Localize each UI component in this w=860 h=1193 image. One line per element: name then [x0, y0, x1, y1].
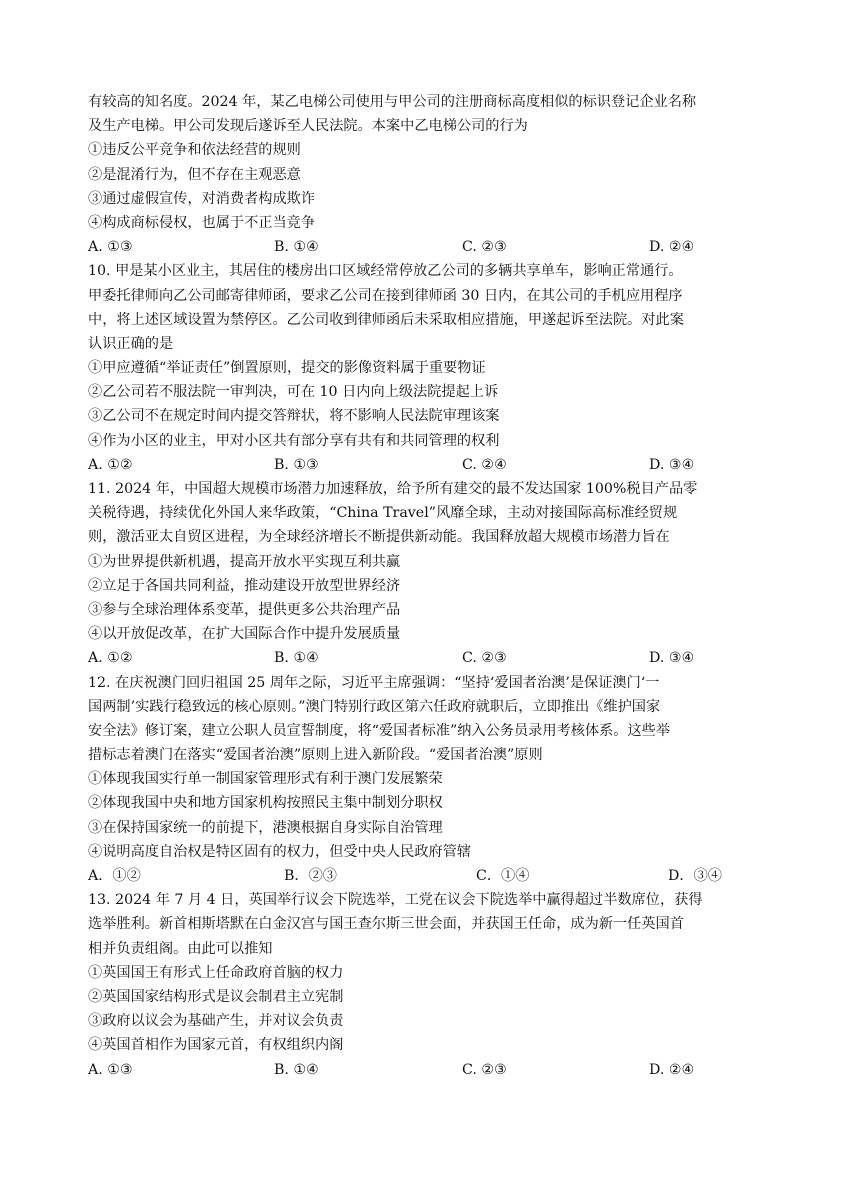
option-c[interactable]: C．①④: [476, 868, 530, 884]
answer-options: [88, 235, 778, 259]
question-text-line: 中，将上述区域设置为禁停区。乙公司收到律师函后未采取相应措施，甲遂起诉至法院。对此案: [88, 311, 684, 328]
question-text-line: 措标志着澳门在落实“爱国者治澳”原则上进入新阶段。“爱国者治澳”原则: [88, 747, 543, 764]
option-a[interactable]: A. ①②: [88, 456, 133, 473]
option-b[interactable]: B. ①④: [274, 650, 319, 667]
statement-item: ③通过虚假宣传，对消费者构成欺诈: [88, 190, 316, 207]
statement-item: ④说明高度自治权是特区固有的权力，但受中央人民政府管辖: [88, 843, 472, 860]
question-text-line: 关税待遇，持续优化外国人来华政策，“China Travel”风靡全球，主动对接国际高标准经贸规: [88, 505, 678, 522]
statement-item: ④以开放促改革，在扩大国际合作中提升发展质量: [88, 626, 401, 643]
option-c[interactable]: C. ②③: [462, 650, 507, 667]
option-b[interactable]: B．②③: [284, 868, 337, 884]
statement-item: ④英国首相作为国家元首，有权组织内阁: [88, 1037, 344, 1054]
option-d[interactable]: D. ③④: [649, 456, 695, 473]
question-11: [88, 477, 778, 671]
statement-item: ③在保持国家统一的前提下，港澳根据自身实际自治管理: [88, 819, 443, 836]
option-c[interactable]: C. ②③: [462, 1061, 507, 1078]
exam-page: [88, 90, 778, 1082]
statement-item: ③政府以议会为基础产生，并对议会负责: [88, 1013, 344, 1030]
question-9-continuation: [88, 90, 778, 259]
statement-item: ④作为小区的业主，甲对小区共有部分享有共有和共同管理的权利: [88, 432, 500, 449]
question-text-line: 则，激活亚太自贸区进程，为全球经济增长不断提供新动能。我国释放超大规模市场潜力旨在: [88, 529, 670, 546]
statement-item: ②英国国家结构形式是议会制君主立宪制: [88, 988, 344, 1005]
statement-item: ②体现我国中央和地方国家机构按照民主集中制划分职权: [88, 795, 443, 812]
option-d[interactable]: D. ②④: [649, 1061, 695, 1078]
answer-options: [88, 1058, 778, 1082]
option-d[interactable]: D．③④: [668, 868, 722, 884]
statement-item: ③参与全球治理体系变革，提供更多公共治理产品: [88, 601, 401, 618]
statement-item: ③乙公司不在规定时间内提交答辩状，将不影响人民法院审理该案: [88, 408, 500, 425]
question-text-line: 及生产电梯。甲公司发现后遂诉至人民法院。本案中乙电梯公司的行为: [88, 118, 528, 135]
question-text-line: 12. 在庆祝澳门回归祖国 25 周年之际，习近平主席强调：“坚持‘爱国者治澳’是保证澳门‘一: [88, 674, 660, 691]
question-13: [88, 888, 778, 1082]
option-a[interactable]: A．①②: [88, 868, 141, 884]
question-text-line: 13. 2024 年 7 月 4 日，英国举行议会下院选举，工党在议会下院选举中赢得超过半数席位，获得: [88, 892, 703, 909]
question-text-line: 选举胜利。新首相斯塔默在白金汉宫与国王查尔斯三世会面，并获国王任命，成为新一任英国首: [88, 916, 684, 933]
question-text-line: 甲委托律师向乙公司邮寄律师函，要求乙公司在接到律师函 30 日内，在其公司的手机应用程序: [88, 287, 683, 304]
question-text-line: 10. 甲是某小区业主，其居住的楼房出口区域经常停放乙公司的多辆共享单车，影响正常通行。: [88, 263, 683, 280]
option-c[interactable]: C. ②③: [462, 239, 507, 256]
option-a[interactable]: A. ①③: [88, 1061, 133, 1078]
option-b[interactable]: B. ①③: [274, 456, 319, 473]
question-12: [88, 671, 778, 889]
option-a[interactable]: A. ①②: [88, 650, 133, 667]
statement-item: ②乙公司若不服法院一审判决，可在 10 日内向上级法院提起上诉: [88, 384, 499, 401]
question-text-line: 认识正确的是: [88, 335, 174, 352]
question-text-line: 安全法》修订案，建立公职人员宣誓制度，将“爱国者标准”纳入公务员录用考核体系。这些举: [88, 722, 671, 739]
option-b[interactable]: B. ①④: [274, 239, 319, 256]
option-d[interactable]: D. ③④: [649, 650, 695, 667]
option-d[interactable]: D. ②④: [649, 239, 695, 256]
statement-item: ①甲应遵循“举证责任”倒置原则，提交的影像资料属于重要物证: [88, 360, 486, 377]
option-b[interactable]: B. ①④: [274, 1061, 319, 1078]
statement-item: ①体现我国实行单一制国家管理形式有利于澳门发展繁荣: [88, 771, 443, 788]
option-c[interactable]: C. ②④: [462, 456, 507, 473]
question-text-line: 11. 2024 年，中国超大规模市场潜力加速释放，给予所有建交的最不发达国家 100%税目产品零: [88, 481, 698, 497]
question-text-line: 国两制’实践行稳致远的核心原则。”澳门特别行政区第六任政府就职后，立即推出《维护国家: [88, 698, 661, 715]
answer-options: [88, 864, 778, 888]
answer-options: [88, 646, 778, 670]
question-10: [88, 259, 778, 477]
question-text-line: 有较高的知名度。2024 年，某乙电梯公司使用与甲公司的注册商标高度相似的标识登记企业名称: [88, 94, 697, 110]
statement-item: ②立足于各国共同利益，推动建设开放型世界经济: [88, 577, 401, 594]
statement-item: ②是混淆行为，但不存在主观恶意: [88, 166, 301, 183]
statement-item: ④构成商标侵权，也属于不正当竞争: [88, 214, 316, 231]
statement-item: ①为世界提供新机遇，提高开放水平实现互利共赢: [88, 553, 401, 570]
statement-item: ①违反公平竞争和依法经营的规则: [88, 142, 301, 159]
answer-options: [88, 453, 778, 477]
option-a[interactable]: A. ①③: [88, 239, 133, 256]
question-text-line: 相并负责组阁。由此可以推知: [88, 940, 273, 957]
statement-item: ①英国国王有形式上任命政府首脑的权力: [88, 964, 344, 981]
